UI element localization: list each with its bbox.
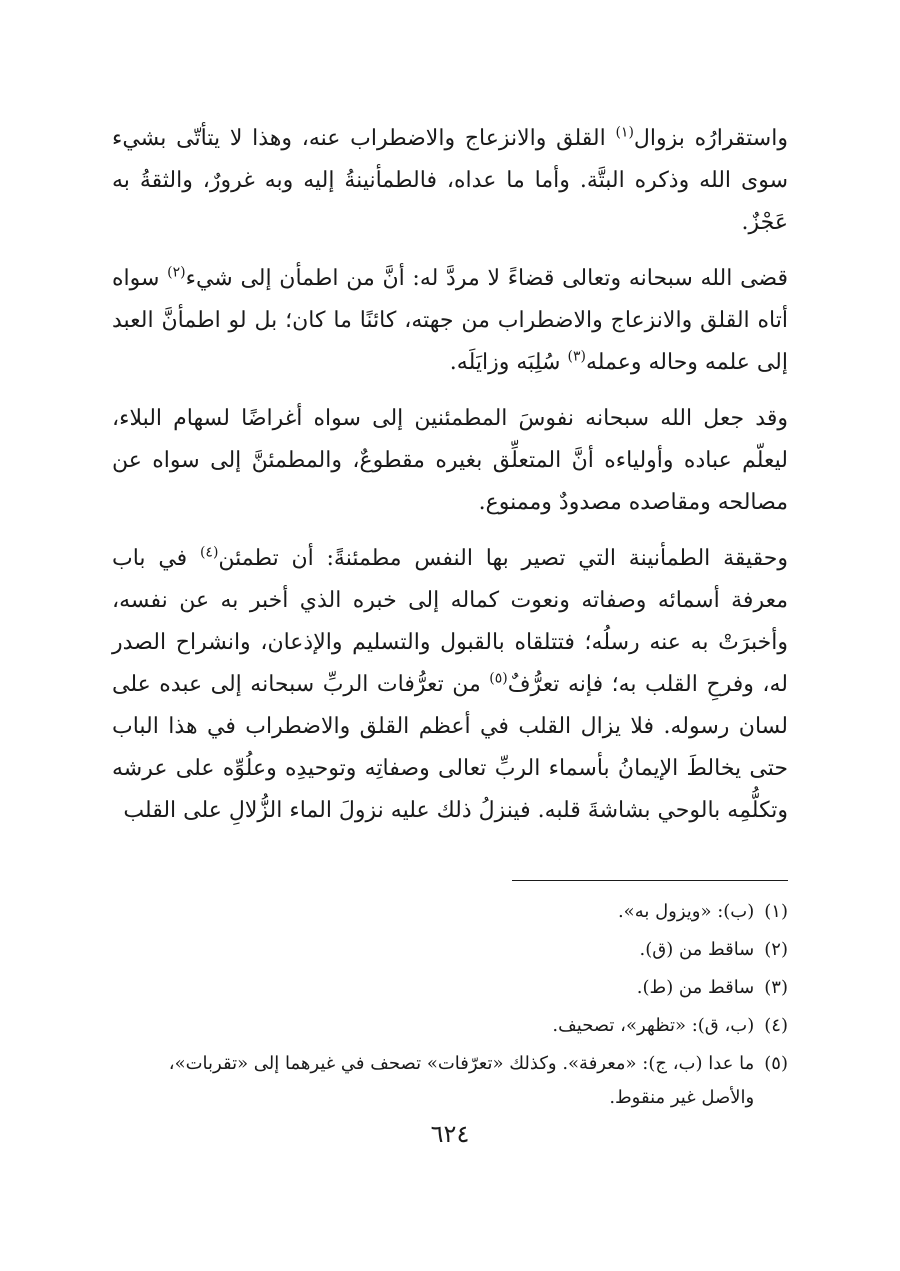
paragraph: [112, 538, 788, 832]
footnote-marker: (١): [615, 124, 634, 141]
paragraph-text: وحقيقة الطمأنينة التي تصير بها النفس مطمئنةً: أن تطمئن: [218, 546, 788, 571]
paragraph-text: القلق والانزعاج والاضطراب عنه، وهذا لا يتأتّى بشيء سوى الله وذكره البتَّة. وأما ما عداه، فالطمأنينةُ إليه وبه غرورٌ، والثقةُ به عَجْزٌ.: [112, 126, 788, 235]
footnote: [112, 933, 788, 967]
paragraph-text: من تعرُّفات الربِّ سبحانه إلى عبده على لسان رسوله. فلا يزال القلب في أعظم القلق والاضطراب في هذا الباب حتى يخالطَ الإيمانُ بأسماء الربِّ تعالى وصفاتِه وتوحيدِه وعلُوِّه على عرشه وتكلُّمِه بالوحي بشاشةَ قلبه. فينزلُ ذلك عليه نزولَ الماء الزُّلالِ على القلب: [112, 672, 788, 823]
paragraph: [112, 258, 788, 384]
footnote-marker: (٤): [199, 544, 219, 561]
footnote-marker: (٣): [567, 348, 586, 365]
paragraph-text: سواه أتاه القلق والانزعاج والاضطراب من جهته، كائنًا ما كان؛ بل لو اطمأنَّ العبد إلى علمه وحاله وعمله: [112, 266, 788, 375]
footnote-text: ما عدا (ب، ج): «معرفة». وكذلك «تعرّفات» تصحف في غيرهما إلى «تقربات»، والأصل غير منقوط.: [168, 1053, 755, 1108]
paragraph-text: سُلِبَه وزايَلَه.: [449, 350, 568, 375]
footnote-number: (١): [764, 901, 788, 922]
footnote-marker: (٢): [167, 264, 186, 281]
paragraph: [112, 118, 788, 244]
footnote-separator: [512, 880, 788, 881]
main-text: [112, 118, 788, 846]
footnote-number: (٣): [764, 977, 788, 998]
footnote-text: (ب): «ويزول به».: [617, 901, 755, 922]
footnote-number: (٥): [764, 1053, 788, 1074]
footnote: [112, 1047, 788, 1115]
paragraph: [112, 398, 788, 524]
footnote-text: (ب، ق): «تظهر»، تصحيف.: [552, 1015, 755, 1036]
paragraph-text: وقد جعل الله سبحانه نفوسَ المطمئنين إلى سواه أغراضًا لسهام البلاء، ليعلّم عباده وأولياءه أنَّ المتعلِّق بغيره مقطوعٌ، والمطمئنَّ إلى سواه عن مصالحه ومقاصده مصدودٌ وممنوع.: [112, 406, 788, 515]
footnote-number: (٢): [764, 939, 788, 960]
page-number: ٦٢٤: [430, 1120, 470, 1148]
footnote: [112, 1009, 788, 1043]
footnote-text: ساقط من (ق).: [639, 939, 755, 960]
footnote-text: ساقط من (ط).: [636, 977, 755, 998]
footnote-marker: (٥): [489, 670, 508, 687]
footnote-number: (٤): [764, 1015, 788, 1036]
footnote: [112, 971, 788, 1005]
footnote: [112, 895, 788, 929]
paragraph-text: واستقرارُه بزوال: [633, 126, 788, 151]
paragraph-text: في باب معرفة أسمائه وصفاته ونعوت كماله إلى خبره الذي أخبر به عن نفسه، وأخبرَتْ به عنه رسلُه؛ فتتلقاه بالقبول والتسليم والإذعان، وانشراح الصدر له، وفرحِ القلب به؛ فإنه تعرُّفٌ: [112, 546, 788, 697]
footnotes: [112, 895, 788, 1119]
paragraph-text: قضى الله سبحانه وتعالى قضاءً لا مردَّ له: أنَّ من اطمأن إلى شيء: [185, 266, 789, 291]
